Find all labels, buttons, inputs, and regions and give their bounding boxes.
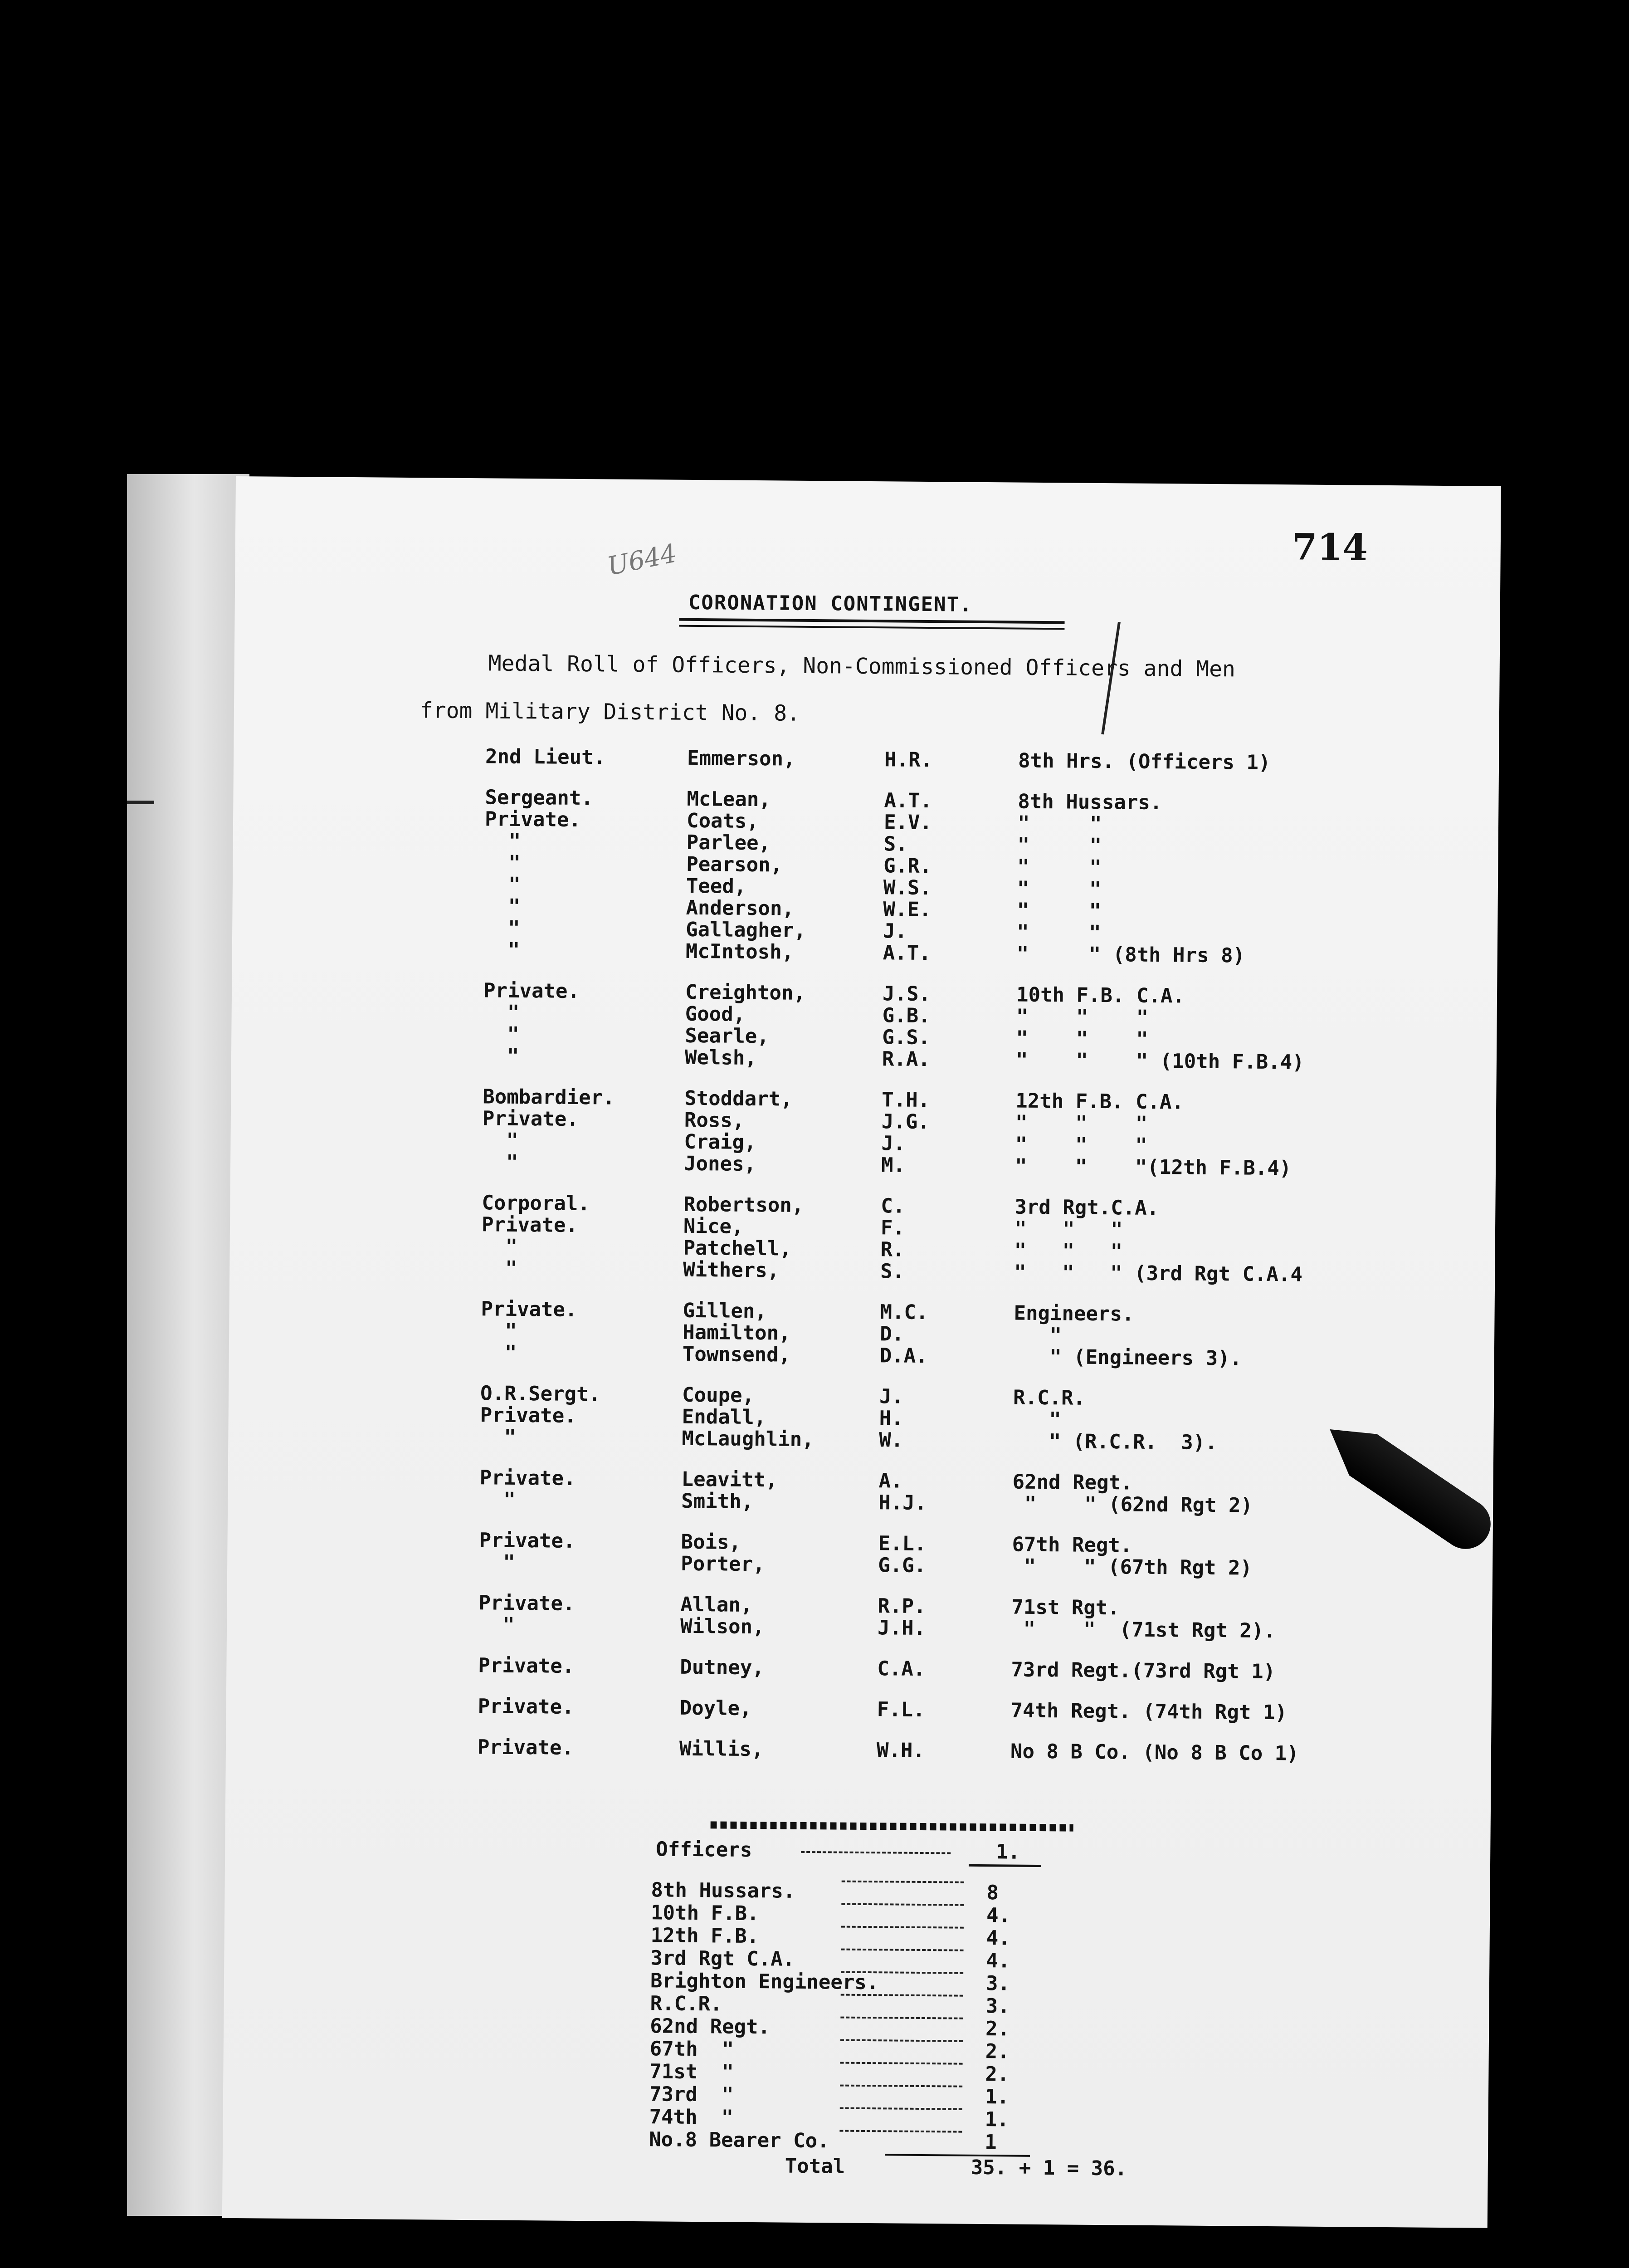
roll-rank: Private. [479,1466,576,1490]
roll-initials: G.S. [882,1026,931,1050]
leader-dashes [840,2085,962,2089]
roll-unit: 67th Regt. [1012,1533,1132,1557]
roll-initials: W. [879,1428,903,1452]
summary-officers-row [651,1833,1020,1866]
summary-row [649,2128,997,2154]
summary-row [650,1924,1010,1950]
roll-unit: " (R.C.R. 3). [1013,1429,1217,1455]
roll-name: Welsh, [684,1046,757,1070]
roll-rank: Private. [481,1213,578,1237]
leader-dashes [840,2039,963,2044]
roll-name: Leavitt, [681,1467,778,1492]
summary-label: Brighton Engineers. [650,1969,879,1994]
summary-label: 73rd " [649,2082,734,2107]
leader-dashes [841,1994,963,1999]
summary-total-value: 35. + 1 = 36. [971,2156,1127,2180]
document-title: CORONATION CONTINGENT. [688,591,973,616]
roll-unit: 74th Regt. (74th Rgt 1) [1010,1699,1288,1725]
roll-name: Porter, [681,1552,765,1576]
roll-name: Ross, [684,1108,745,1132]
summary-label: 71st " [649,2060,734,2084]
summary-row [651,1878,999,1905]
roll-name: Good, [685,1002,746,1026]
summary-value: 1 [985,2131,997,2154]
roll-unit: 10th F.B. C.A. [1016,983,1185,1008]
roll-name: Gillen, [683,1299,767,1323]
roll-group [482,1085,1292,1180]
summary-row [649,2060,1010,2086]
summary-rows [649,1878,1011,2154]
leader-dashes [840,2107,962,2112]
roll-unit: " " " [1015,1111,1148,1135]
leader-dashes [840,2062,963,2067]
roll-rank: " [484,829,521,853]
summary-label: No.8 Bearer Co. [649,2128,829,2153]
roll-name: Nice, [683,1214,744,1238]
roll-unit: 12th F.B. C.A. [1015,1089,1184,1114]
roll-unit: " " " [1016,1005,1149,1029]
heading-line-1: Medal Roll of Officers, Non-Commissioned Officers and Men [488,650,1236,682]
roll-initials: H.R. [884,748,933,772]
roll-initials: A.T. [883,941,931,965]
roll-unit: " " "(12th F.B.4) [1014,1154,1292,1180]
summary-value: 4. [986,1949,1010,1973]
roll-initials: R.A. [882,1047,931,1071]
roll-rank: Corporal. [482,1191,590,1216]
summary-label: 67th " [649,2037,734,2061]
roll-rank: " [479,1488,516,1511]
roll-group [481,1191,1303,1286]
roll-rank: " [481,1319,517,1343]
roll-name: Teed, [686,874,746,898]
roll-name: Searle, [685,1024,769,1048]
leader-dashes [801,1851,951,1856]
roll-unit: R.C.R. [1013,1386,1086,1410]
roll-name: Anderson, [686,896,795,920]
summary-label: 3rd Rgt C.A. [650,1946,795,1971]
summary-row [649,2037,1010,2063]
roll-unit: " " " [1014,1217,1123,1242]
summary-table [649,1833,1127,2180]
roll-name: Bois, [681,1530,741,1554]
roll-name: Patchell, [683,1236,792,1261]
roll-rank: " [481,1235,518,1258]
roll-name: Parlee, [686,831,771,855]
roll-initials: D.A. [879,1344,928,1368]
summary-value: 2. [985,2040,1010,2063]
summary-value: 1. [985,2108,1009,2131]
roll-initials: J.G. [881,1110,930,1134]
roll-unit: " " [1016,920,1101,945]
roll-name: Willis, [679,1737,764,1761]
roll-unit: " " " (3rd Rgt C.A.4 [1014,1261,1303,1286]
roll-unit: " [1013,1323,1062,1347]
roll-name: Stoddart, [684,1086,793,1111]
roll-initials: R. [880,1238,905,1261]
roll-initials: J. [881,1132,906,1155]
summary-value: 4. [986,1926,1010,1950]
summary-label: 10th F.B. [650,1901,759,1926]
roll-initials: F. [880,1216,905,1240]
summary-label: 74th " [649,2105,734,2129]
asterisk-separator [711,1821,1073,1831]
roll-rank: " [483,1044,519,1068]
roll-initials: G.R. [883,854,932,878]
roll-rank: " [483,1022,520,1046]
roll-rank: " [481,1256,517,1280]
roll-name: Townsend, [682,1342,791,1367]
roll-name: Doyle, [679,1696,752,1721]
roll-rank: Private. [478,1591,575,1615]
roll-unit: " " [1017,855,1102,880]
roll-rank: Private. [478,1695,574,1719]
roll-rank: Sergeant. [485,786,594,810]
roll-unit: " " [1017,811,1102,836]
roll-unit: Engineers. [1014,1301,1134,1326]
roll-unit: " " [1017,877,1102,901]
roll-initials: M. [881,1154,906,1177]
roll-rank: Private. [483,979,580,1003]
summary-value: 4. [986,1904,1011,1927]
roll-rank: Private. [479,1529,576,1553]
roll-group [483,979,1304,1074]
roll-initials: H.J. [878,1491,927,1515]
roll-rank: " [479,1550,515,1574]
roll-initials: W.H. [876,1739,925,1763]
roll-name: Coats, [686,809,759,833]
roll-name: Creighton, [685,980,806,1005]
summary-value: 3. [985,1972,1010,1995]
roll-initials: D. [879,1322,904,1346]
roll-unit: " [1013,1408,1061,1432]
roll-name: Gallagher, [685,918,806,942]
roll-unit: No 8 B Co. (No 8 B Co 1) [1010,1740,1299,1765]
summary-value: 2. [985,2063,1010,2086]
summary-row [649,2014,1010,2041]
leader-dashes [840,2017,963,2021]
summary-total-label: Total [785,2154,845,2178]
officers-underline [969,1864,1041,1867]
roll-unit: " " (67th Rgt 2) [1011,1554,1253,1580]
summary-label: 8th Hussars. [651,1878,795,1903]
title-underline [679,618,1065,624]
roll-rank: " [482,1129,519,1152]
heading-line-2: from Military District No. 8. [419,698,800,726]
roll-name: Endall, [682,1405,766,1429]
roll-rank: " [482,1150,518,1174]
roll-initials: H. [879,1407,903,1430]
roll-name: Withers, [683,1258,780,1282]
roll-rank: " [484,851,521,875]
roll-rank: Bombardier. [483,1085,615,1110]
summary-label: 12th F.B. [650,1924,759,1948]
roll-initials: C.A. [877,1657,926,1681]
roll-unit: " " (8th Hrs 8) [1016,942,1245,968]
roll-initials: T.H. [882,1088,930,1112]
roll-initials: J. [879,1385,904,1408]
roll-unit: " " [1017,899,1102,923]
summary-row [650,1969,1010,1995]
roll-unit: " " " [1016,1026,1148,1051]
roll-initials: G.B. [882,1004,931,1028]
roll-rank: O.R.Sergt. [480,1382,601,1406]
roll-unit: " " (71st Rgt 2). [1011,1617,1276,1643]
roll-name: Dutney, [680,1655,765,1680]
roll-rank: " [484,873,521,896]
roll-rank: " [480,1341,517,1364]
roll-rank: " [484,894,521,918]
roll-initials: A. [878,1469,903,1493]
roll-rank: " [478,1613,515,1637]
roll-unit: " " " [1014,1239,1123,1263]
roll-name: McLean, [687,787,771,811]
roll-name: Hamilton, [683,1320,791,1345]
summary-row [650,1901,1011,1927]
roll-rank: " [483,916,520,940]
roll-initials: S. [880,1260,905,1283]
roll-unit: " " (62nd Rgt 2) [1012,1492,1253,1517]
roll-rank: Private. [477,1735,574,1760]
strip-mark [127,801,154,804]
roll-initials: W.E. [883,898,932,922]
summary-officers-label: Officers [656,1838,752,1862]
roll-name: McIntosh, [685,939,794,964]
roll-name: Coupe, [682,1383,755,1408]
roll-initials: J.H. [877,1616,926,1640]
roll-rank: " [483,1001,520,1024]
summary-row [650,1992,1010,2018]
title-underline-second [679,625,1064,630]
roll-unit: 8th Hussars. [1018,790,1162,815]
summary-value: 2. [985,2017,1010,2041]
roll-rank: Private. [480,1403,576,1427]
roll-unit: 71st Rgt. [1011,1595,1120,1620]
roll-initials: E.V. [883,811,932,835]
roll-unit: " " " [1015,1133,1148,1157]
roll-initials: A.T. [884,789,932,813]
roll-rank: Private. [478,1654,575,1678]
roll-initials: J.S. [882,982,931,1006]
page-number: 714 [1292,525,1368,569]
roll-rank: Private. [484,807,581,831]
summary-value: 8 [986,1881,999,1905]
roll-rank: 2nd Lieut. [485,745,606,769]
roll-rank: Private. [482,1107,579,1131]
roll-initials: M.C. [880,1300,928,1325]
roll-name: Wilson, [680,1614,765,1639]
summary-officers-value: 1. [996,1840,1020,1864]
roll-initials: S. [883,832,908,856]
pencil-annotation: U644 [605,538,679,582]
summary-row [649,2105,1009,2131]
leader-dashes [841,1903,964,1908]
summary-total-row [649,2154,1127,2180]
roll-unit: " " [1017,833,1102,858]
leader-dashes [839,2130,962,2135]
roll-name: McLaughlin, [682,1427,814,1452]
roll-unit: " " " (10th F.B.4) [1015,1048,1304,1074]
roll-name: Pearson, [686,852,783,877]
roll-group [478,1591,1276,1643]
medal-roll-list [477,745,1304,1777]
summary-row [650,1946,1010,1973]
summary-value: 3. [985,1994,1010,2018]
roll-rank: Private. [481,1297,577,1321]
roll-name: Robertson, [683,1193,804,1217]
leader-dashes [841,1926,964,1931]
summary-value: 1. [985,2085,1010,2109]
roll-initials: E.L. [878,1532,927,1556]
document-page [222,476,1501,2228]
roll-initials: C. [881,1194,905,1218]
roll-name: Emmerson, [687,746,795,771]
roll-rank: " [483,938,520,962]
summary-label: R.C.R. [650,1992,722,2016]
roll-initials: R.P. [878,1594,926,1618]
roll-initials: G.G. [878,1554,927,1578]
roll-name: Smith, [681,1489,754,1514]
summary-row [649,2082,1010,2109]
leader-dashes [841,1949,963,1953]
roll-initials: J. [883,919,907,943]
roll-initials: F.L. [877,1698,925,1722]
roll-unit: 73rd Regt.(73rd Rgt 1) [1011,1658,1276,1684]
roll-initials: W.S. [883,876,932,900]
summary-label: 62nd Regt. [649,2014,771,2039]
roll-group [479,1466,1253,1517]
roll-unit: " (Engineers 3). [1013,1345,1242,1370]
roll-name: Craig, [684,1130,756,1154]
roll-group [483,786,1245,968]
roll-unit: 62nd Regt. [1012,1470,1133,1495]
roll-rank: " [480,1425,517,1449]
roll-unit: 3rd Rgt.C.A. [1014,1195,1159,1220]
roll-name: Allan, [680,1593,753,1617]
leader-dashes [842,1881,964,1885]
roll-name: Jones, [683,1152,756,1176]
roll-unit: 8th Hrs. (Officers 1) [1018,749,1271,774]
